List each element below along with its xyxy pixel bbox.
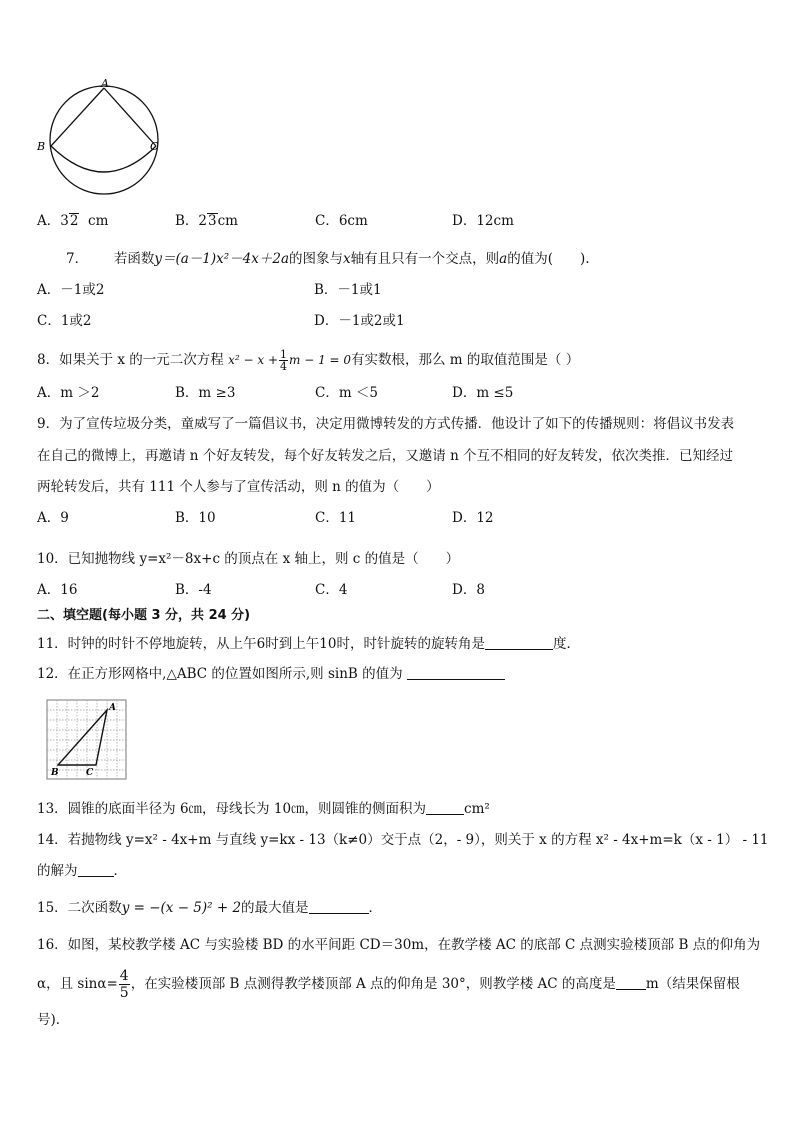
q12-answer-blank[interactable] <box>407 665 505 680</box>
q15-stem: 15．二次函数y = −(x − 5)² + 2的最大值是 ． <box>37 900 383 916</box>
section-2-heading: 二、填空题(每小题 3 分，共 24 分) <box>37 608 251 623</box>
fig12-label-b: B <box>51 768 59 778</box>
fig6-label-c: C <box>150 140 159 153</box>
q6-option-a: A．32 cm <box>37 213 109 229</box>
arc-bc <box>51 146 156 172</box>
q15-formula: y = −(x − 5)² + 2 <box>121 900 242 916</box>
q16-fraction: $\frac{4}{5}$ <box>119 968 129 1001</box>
q8-option-d: D．m ≤5 <box>452 385 514 401</box>
q12-stem: 12．在正方形网格中,△ABC 的位置如图所示,则 sinB 的值为 <box>37 664 505 684</box>
q6-circle-figure <box>34 78 164 200</box>
q8-option-b: B．m ≥3 <box>175 385 236 401</box>
chord-ac <box>104 88 156 146</box>
q7-option-d: D．－1或2或1 <box>314 313 405 329</box>
q6-option-d: D．12cm <box>452 213 514 229</box>
q16-line2: α，且 sinα= $\frac{4}{5}$ ，在实验楼顶部 B 点测得教学楼顶部 A 点的仰角是 30°，则教学楼 AC 的高度是 m（结果保留根 <box>37 968 740 1001</box>
q14-line1: 14．若抛物线 y=x² - 4x+m 与直线 y=kx - 13（k≠0）交于点（2，- 9），则关于 x 的方程 x² - 4x+m=k（x - 1） - 11 <box>37 832 769 848</box>
q7-option-a: A．－1或2 <box>37 282 105 298</box>
q16-line3: 号)． <box>37 1012 70 1028</box>
q12-grid-figure <box>46 699 128 781</box>
q7-stem: 7． 若函数y＝(a－1)x²－4x＋2a的图象与x轴有且只有一个交点，则a的值为( ). <box>66 251 590 267</box>
q8-option-a: A．m ＞2 <box>37 385 100 401</box>
q9-line2: 在自己的微博上，再邀请 n 个好友转发，每个好友转发之后，又邀请 n 个互不相同的好友转发，依次类推．已知经过 <box>37 448 734 464</box>
q10-stem: 10．已知抛物线 y=x²－8x+c 的顶点在 x 轴上，则 c 的值是（ ） <box>37 551 460 567</box>
chord-ab <box>51 88 104 146</box>
fig6-label-a: A <box>101 78 109 90</box>
q9-option-b: B．10 <box>175 510 216 526</box>
q14-answer-blank[interactable] <box>78 862 114 877</box>
q11-answer-blank[interactable] <box>485 635 553 650</box>
circle-outline <box>50 86 158 194</box>
q9-line1: 9．为了宣传垃圾分类，童威写了一篇倡议书，决定用微博转发的方式传播．他设计了如下的传播规则：将倡议书发表 <box>37 416 735 432</box>
q8-fraction: $\frac{1}{4}$ <box>280 348 287 373</box>
q16-line1: 16．如图，某校教学楼 AC 与实验楼 BD 的水平间距 CD＝30m，在教学楼 AC 的底部 C 点测实验楼顶部 B 点的仰角为 <box>37 937 761 953</box>
q6-option-b: B．23cm <box>175 213 238 229</box>
q8-option-c: C．m ＜5 <box>315 385 379 401</box>
q10-option-b: B．-4 <box>175 582 212 598</box>
q10-option-a: A．16 <box>37 582 78 598</box>
q7-option-c: C．1或2 <box>37 313 92 329</box>
q9-line3: 两轮转发后，共有 111 个人参与了宣传活动，则 n 的值为（ ） <box>37 479 440 495</box>
fig12-label-a: A <box>109 703 116 713</box>
q7-formula: y＝(a－1)x²－4x＋2a <box>154 251 290 267</box>
q14-line2: 的解为 ． <box>37 863 127 879</box>
q10-option-c: C．4 <box>315 582 348 598</box>
q16-answer-blank[interactable] <box>616 975 646 990</box>
q11-stem: 11．时钟的时针不停地旋转，从上午6时到上午10时，时针旋转的旋转角是 度． <box>37 636 580 652</box>
q10-option-d: D．8 <box>452 582 485 598</box>
q7-number: 7． <box>66 251 89 267</box>
q7-option-b: B．－1或1 <box>314 282 382 298</box>
fig12-label-c: C <box>86 768 94 778</box>
q8-stem: 8．如果关于 x 的一元二次方程 x² − x + $\frac{1}{4}$ m − 1 = 0有实数根，那么 m 的取值范围是（ ） <box>37 348 580 373</box>
q13-answer-blank[interactable] <box>426 800 464 815</box>
q6-option-c: C．6cm <box>315 213 368 229</box>
q9-option-c: C．11 <box>315 510 357 526</box>
triangle-abc <box>58 710 107 765</box>
q9-option-a: A．9 <box>37 510 69 526</box>
q9-option-d: D．12 <box>452 510 494 526</box>
q13-stem: 13．圆锥的底面半径为 6㎝，母线长为 10㎝，则圆锥的侧面积为 cm² <box>37 801 490 817</box>
fig6-label-b: B <box>37 140 46 153</box>
q15-answer-blank[interactable] <box>309 899 369 914</box>
